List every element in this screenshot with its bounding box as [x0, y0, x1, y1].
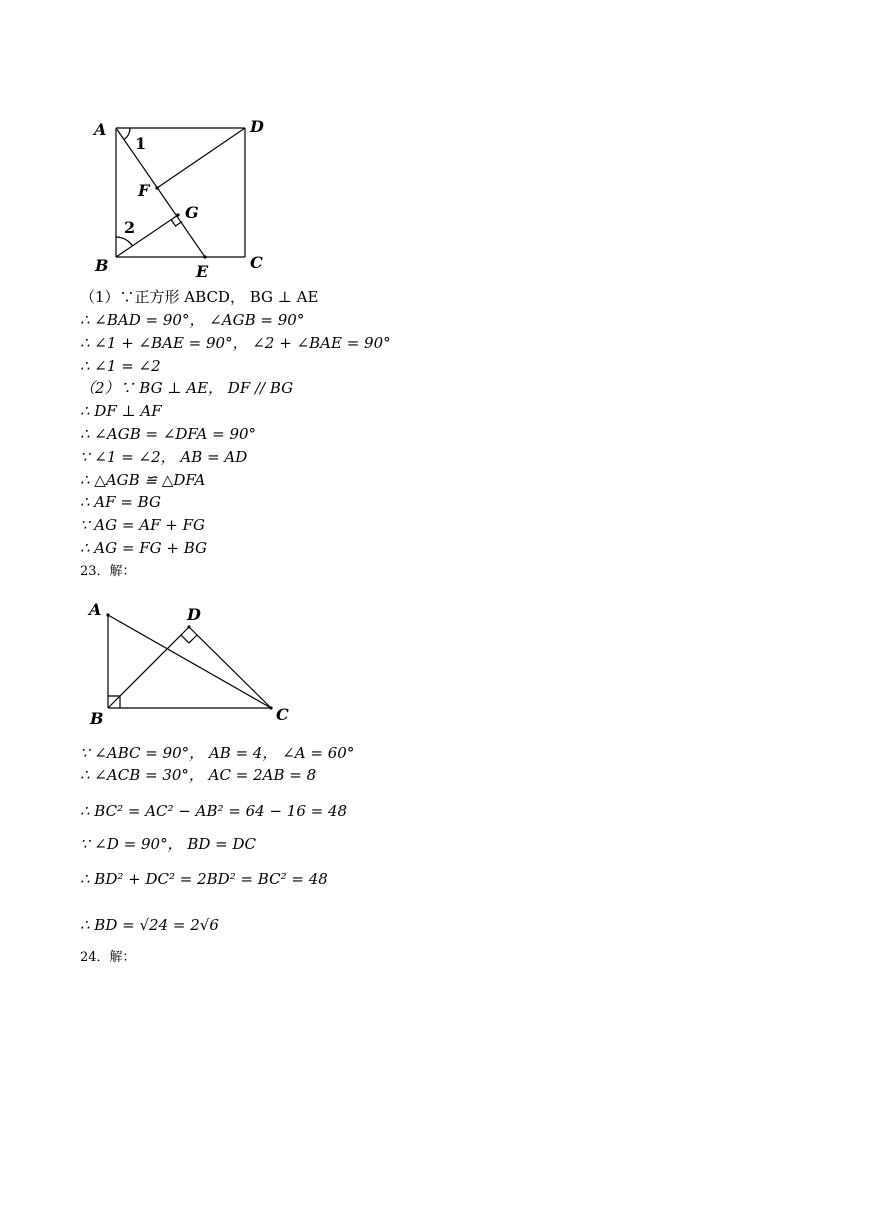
label-B: B: [90, 709, 104, 728]
label-G: G: [185, 203, 199, 222]
proof22-line-6: ∴ DF ⊥ AF: [80, 402, 162, 420]
proof22-line-9: ∴ △AGB ≌ △DFA: [80, 471, 206, 489]
proof22-line-5: （2）∵ BG ⊥ AE， DF // BG: [80, 379, 294, 397]
label-F: F: [138, 181, 150, 200]
proof22-line-3: ∴ ∠1 + ∠BAE = 90°， ∠2 + ∠BAE = 90°: [80, 334, 391, 352]
proof22-line-1: （1）∵正方形 ABCD， BG ⊥ AE: [80, 288, 319, 306]
proof22-line-12: ∴ AG = FG + BG: [80, 539, 208, 557]
label-D: D: [250, 117, 264, 136]
label-B: B: [95, 256, 109, 275]
proof23-line-3: ∴ BC² = AC² − AB² = 64 − 16 = 48: [80, 802, 348, 820]
proof22-line-10: ∴ AF = BG: [80, 493, 161, 511]
proof22-line-2: ∴ ∠BAD = 90°， ∠AGB = 90°: [80, 311, 305, 329]
label-C: C: [250, 253, 263, 272]
question-23-heading: 23．解：: [80, 564, 136, 579]
label-angle-2: 2: [124, 218, 136, 237]
proof22-line-8: ∵ ∠1 = ∠2， AB = AD: [80, 448, 248, 466]
proof22-line-11: ∵ AG = AF + FG: [80, 516, 205, 534]
proof22-line-4: ∴ ∠1 = ∠2: [80, 357, 161, 375]
label-angle-1: 1: [135, 134, 147, 153]
proof22-line-7: ∴ ∠AGB = ∠DFA = 90°: [80, 425, 257, 443]
question-24-heading: 24．解：: [80, 950, 136, 965]
proof23-line-1: ∵ ∠ABC = 90°， AB = 4， ∠A = 60°: [80, 744, 355, 762]
label-D: D: [187, 605, 201, 624]
label-A: A: [89, 600, 102, 619]
proof23-line-4: ∵ ∠D = 90°， BD = DC: [80, 835, 257, 853]
proof23-line-5: ∴ BD² + DC² = 2BD² = BC² = 48: [80, 870, 328, 888]
proof23-line-6: ∴ BD = √24 = 2√6: [80, 916, 219, 934]
proof23-line-2: ∴ ∠ACB = 30°， AC = 2AB = 8: [80, 766, 317, 784]
square-diagram: [0, 0, 869, 290]
label-A: A: [94, 120, 107, 139]
triangle-diagram: [0, 590, 869, 740]
label-C: C: [276, 705, 289, 724]
label-E: E: [196, 262, 209, 281]
